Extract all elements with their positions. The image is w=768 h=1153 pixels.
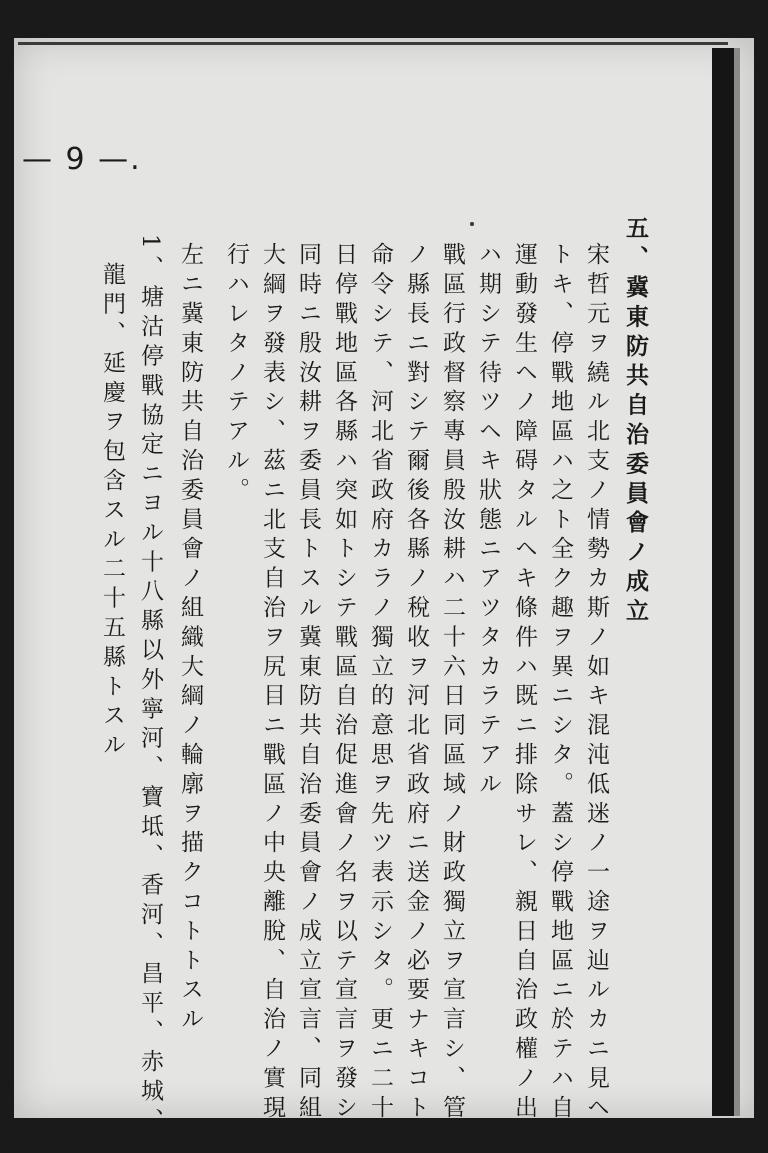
text-column-11: 行ハレタノテアル。 (223, 242, 249, 507)
ink-speck (470, 222, 474, 226)
page-number: — 9 —. (22, 142, 142, 177)
section-heading: 五、冀東防共自治委員會ノ成立 (622, 216, 649, 628)
top-rule (18, 42, 728, 45)
text-column-6: ノ縣長ニ對シテ爾後各縣ノ稅收ヲ河北省政府ニ送金ノ必要ナキコトヲ (403, 242, 429, 1153)
text-column-12: 左ニ冀東防共自治委員會ノ組織大綱ノ輪廓ヲ描クコトトスル (177, 242, 203, 1036)
text-column-4: ハ期シテ待ツヘキ狀態ニアツタカラテアル (475, 242, 501, 801)
text-column-5: 戰區行政督察專員殷汝耕ハ二十六日同區域ノ財政獨立ヲ宣言シ、管下 (439, 242, 465, 1153)
text-column-9: 同時ニ殷汝耕ヲ委員長トスル冀東防共自治委員會ノ成立宣言、同組織 (295, 242, 321, 1153)
text-column-3: 運動發生ヘノ障碍タルヘキ條件ハ既ニ排除サレ、親日自治政權ノ出現 (511, 242, 537, 1153)
text-column-1: 宋哲元ヲ繞ル北支ノ情勢カ斯ノ如キ混沌低迷ノ一途ヲ辿ルカニ見ヘタ (583, 242, 609, 1153)
list-item-1: 1、塘沽停戰協定ニヨル十八縣以外寧河、寶坻、香河、昌平、赤城、 (137, 234, 163, 1138)
text-column-2: トキ、停戰地區ハ之ト全ク趣ヲ異ニシタ。蓋シ停戰地區ニ於テハ自治 (547, 242, 573, 1153)
list-item-1-continuation: 龍門、延慶ヲ包含スル二十五縣トスル (99, 262, 125, 762)
text-column-10: 大綱ヲ發表シ、茲ニ北支自治ヲ尻目ニ戰區ノ中央離脫、自治ノ實現カ (259, 242, 285, 1153)
page-binding-edge (712, 48, 734, 1116)
text-column-8: 日停戰地區各縣ハ突如トシテ戰區自治促進會ノ名ヲ以テ宣言ヲ發シ、 (331, 242, 357, 1153)
text-column-7: 命令シテ、河北省政府カラノ獨立的意思ヲ先ツ表示シタ。更ニ二十四 (367, 242, 393, 1153)
page-binding-margin (734, 48, 740, 1116)
